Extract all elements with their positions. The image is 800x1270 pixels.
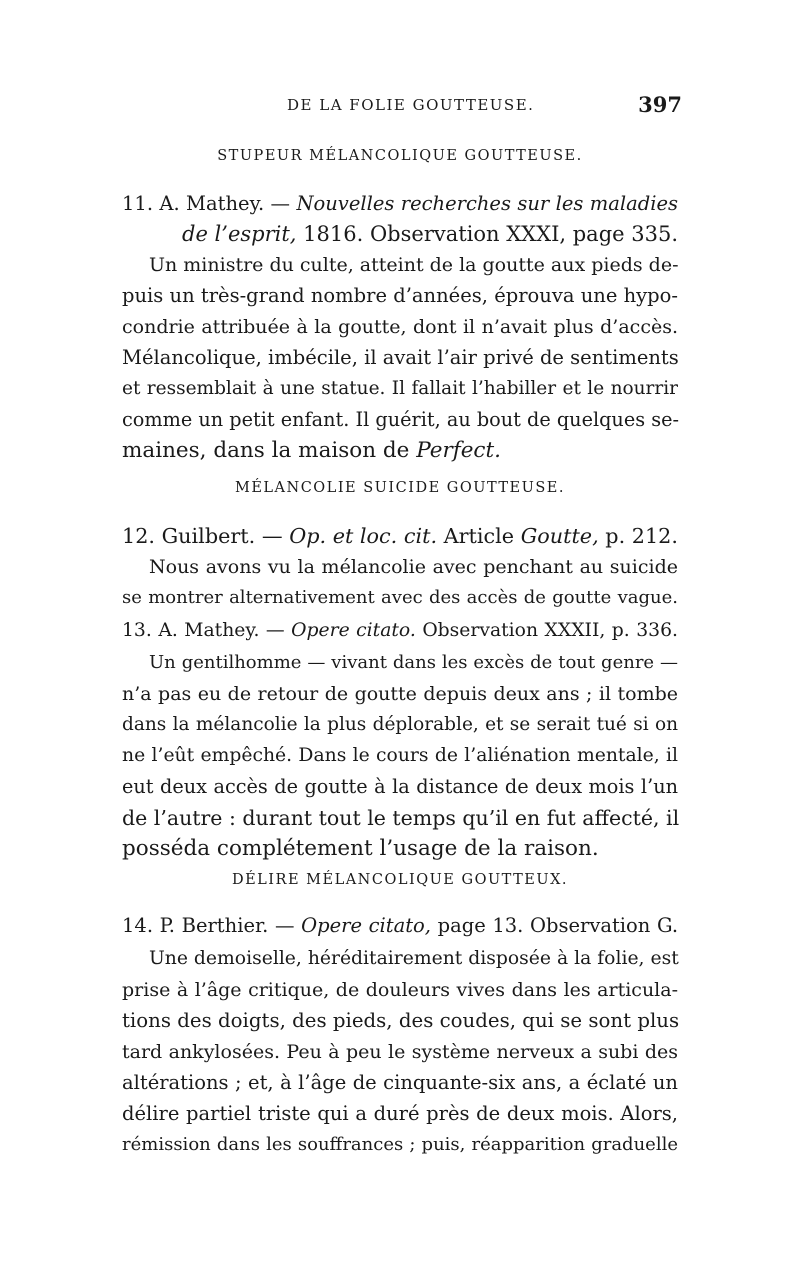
paragraph-italic: Perfect.	[416, 438, 501, 463]
entry-ref-italic: Op. et loc. cit.	[289, 524, 438, 548]
entry-ref: 1816. Observation XXXI, page 335.	[303, 222, 678, 246]
entry-number: 11.	[122, 192, 154, 215]
paragraph-line: eut deux accès de goutte à la distance de deux mois l’un	[122, 775, 678, 798]
paragraph-line	[122, 437, 678, 465]
entry-title: Nouvelles recherches sur les maladies	[296, 192, 678, 215]
paragraph-line: dans la mélancolie la plus déplorable, et se serait tué si on	[122, 714, 678, 735]
entry-author: A. Mathey. —	[159, 192, 291, 215]
paragraph-line: et ressemblait à une statue. Il fallait l’habiller et le nourrir	[122, 378, 678, 399]
entry-number: 12.	[122, 524, 155, 548]
entry-title-cont: de l’esprit,	[182, 222, 297, 246]
entry-ref: Observation XXXII, p. 336.	[422, 620, 678, 641]
paragraph-line: Un gentilhomme — vivant dans les excès de tout genre —	[149, 652, 678, 673]
entry-author: P. Berthier. —	[159, 914, 295, 937]
entry-11-line-2	[182, 220, 678, 248]
paragraph-line: comme un petit enfant. Il guérit, au bout de quelques se-	[122, 408, 679, 431]
paragraph-line: posséda complétement l’usage de la raison.	[122, 836, 599, 861]
entry-ref: page 13. Observation G.	[437, 914, 679, 937]
paragraph-line: condrie attribuée à la goutte, dont il n’avait plus d’accès.	[122, 316, 678, 338]
paragraph-line: n’a pas eu de retour de goutte depuis deux ans ; il tombe	[122, 683, 678, 705]
page-number: 397	[638, 92, 682, 117]
entry-article-italic: Goutte,	[520, 524, 599, 548]
entry-article: Article	[443, 524, 515, 548]
section-heading-delire: DÉLIRE MÉLANCOLIQUE GOUTTEUX.	[231, 872, 569, 888]
paragraph-line: délire partiel triste qui a duré près de deux mois. Alors,	[122, 1102, 678, 1125]
entry-12-line	[122, 522, 678, 550]
page-header	[122, 92, 682, 122]
entry-11-line-1	[122, 190, 678, 218]
paragraph-line: Une demoiselle, héréditairement disposée à la folie, est	[149, 948, 679, 969]
entry-13-line	[122, 617, 678, 645]
running-title: DE LA FOLIE GOUTTEUSE.	[287, 96, 535, 114]
paragraph-line: se montrer alternativement avec des accès de goutte vague.	[122, 587, 678, 608]
entry-author: A. Mathey. —	[158, 620, 285, 641]
paragraph-line: altérations ; et, à l’âge de cinquante-six ans, a éclaté un	[122, 1071, 678, 1094]
paragraph-line: tions des doigts, des pieds, des coudes, qui se sont plus	[122, 1009, 680, 1032]
paragraph-line: prise à l’âge critique, de douleurs vives dans les articula-	[122, 979, 678, 1001]
section-heading-melancolie: MÉLANCOLIE SUICIDE GOUTTEUSE.	[234, 480, 565, 496]
entry-number: 13.	[122, 620, 152, 641]
entry-ref-italic: Opere citato.	[291, 620, 416, 641]
paragraph-line: ne l’eût empêché. Dans le cours de l’aliénation mentale, il	[122, 745, 678, 766]
paragraph-line: tard ankylosées. Peu à peu le système nerveux a subi des	[122, 1041, 678, 1063]
paragraph-text: maines, dans la maison de	[122, 438, 410, 463]
paragraph-line: rémission dans les souffrances ; puis, réapparition graduelle	[122, 1134, 678, 1155]
entry-number: 14.	[122, 914, 154, 937]
entry-ref-italic: Opere citato,	[301, 914, 431, 937]
paragraph-line: Un ministre du culte, atteint de la goutte aux pieds de-	[149, 254, 679, 276]
entry-14-line	[122, 912, 678, 940]
paragraph-line: Nous avons vu la mélancolie avec penchant au suicide	[149, 556, 678, 578]
paragraph-line: Mélancolique, imbécile, il avait l’air privé de sentiments	[122, 346, 679, 369]
paragraph-line: de l’autre : durant tout le temps qu’il en fut affecté, il	[122, 806, 680, 830]
section-heading-stupeur: STUPEUR MÉLANCOLIQUE GOUTTEUSE.	[217, 148, 583, 164]
paragraph-line: puis un très-grand nombre d’années, éprouva une hypo-	[122, 284, 678, 307]
entry-author: Guilbert. —	[161, 524, 283, 548]
entry-page: p. 212.	[605, 524, 678, 548]
